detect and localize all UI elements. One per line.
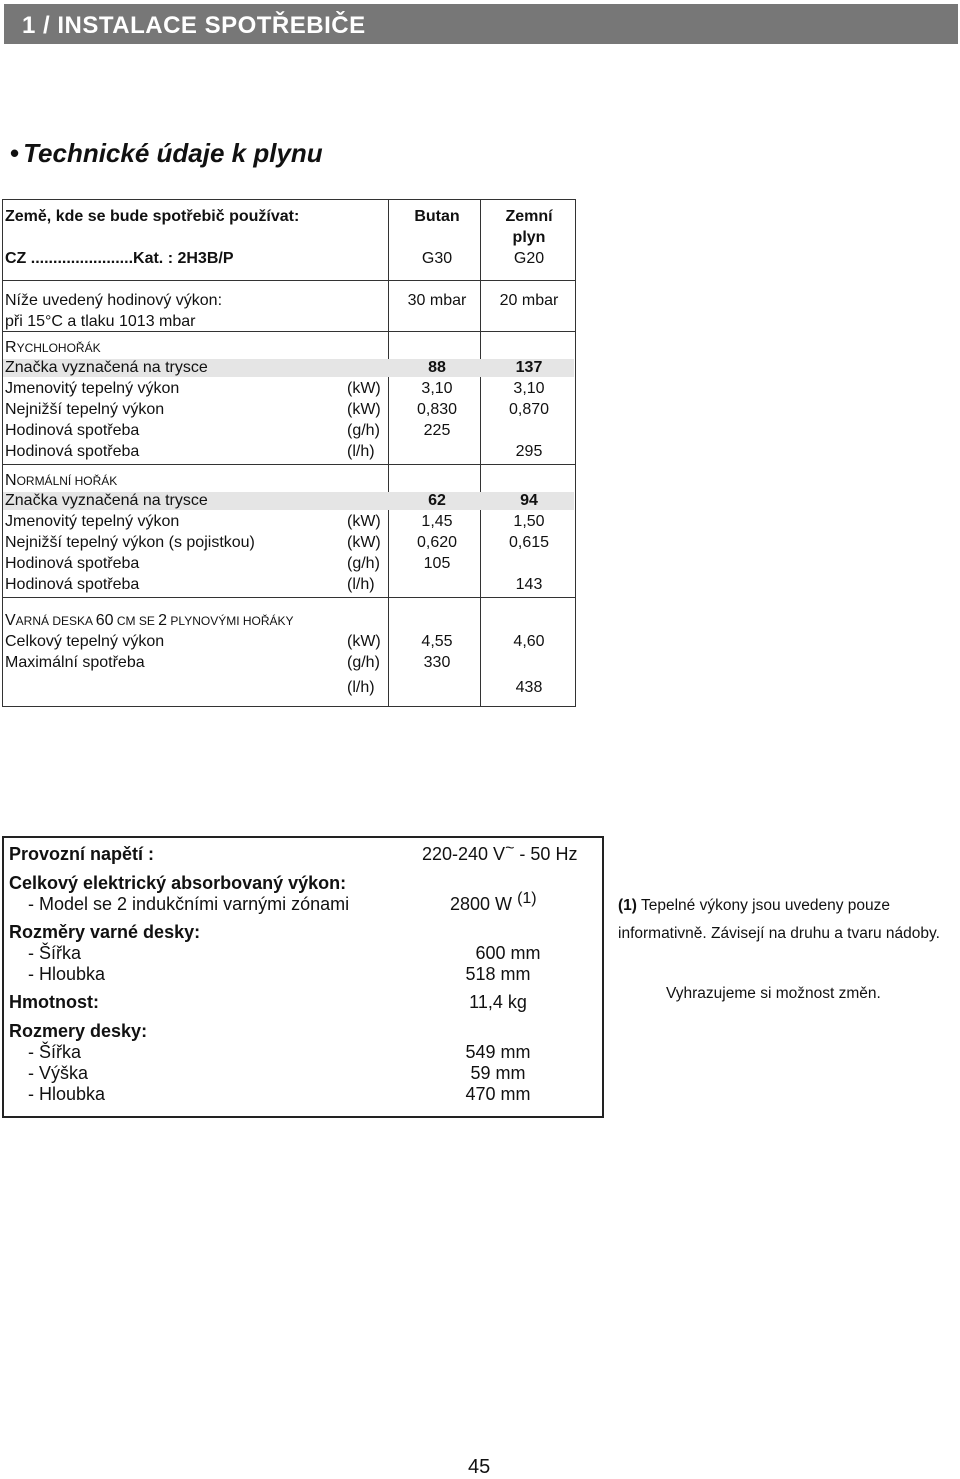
table-cell-zemni: 438 — [515, 679, 543, 696]
electrical-spec-box — [2, 836, 604, 1118]
table-rule — [3, 464, 575, 465]
power-condition-label: při 15°C a tlaku 1013 mbar — [5, 313, 196, 330]
section-header-title: 1 / INSTALACE SPOTŘEBIČE — [22, 12, 366, 39]
table-row-unit: (kW) — [347, 401, 381, 418]
table-divider — [388, 200, 389, 706]
table-cell-zemni: 137 — [515, 359, 543, 376]
pressure-zemni: 20 mbar — [499, 292, 559, 309]
table-cell-butan: 225 — [423, 422, 451, 439]
table-row-label: Nejnižší tepelný výkon — [5, 401, 165, 418]
normal-burner-title: NORMÁLNÍ HOŘÁK — [5, 472, 118, 489]
column-header-zemni: Zemní — [505, 208, 553, 225]
bullet-icon: • — [10, 138, 20, 168]
table-row-label: Maximální spotřeba — [5, 654, 145, 671]
model-value: 2800 W $^{(1)}$ — [450, 890, 537, 914]
table-row-label: Nejnižší tepelný výkon (s pojistkou) — [5, 534, 255, 551]
desk-height-label: - Výška — [28, 1063, 89, 1083]
desk-dimensions-label: Rozmery desky: — [9, 1021, 148, 1041]
table-cell-zemni: 295 — [515, 443, 543, 460]
width-label: - Šířka — [28, 943, 82, 963]
table-row-label: Jmenovitý tepelný výkon — [5, 380, 180, 397]
depth-label: - Hloubka — [28, 964, 106, 984]
country-label: Země, kde se bude spotřebič používat: — [5, 208, 300, 225]
table-cell-butan: 105 — [423, 555, 451, 572]
table-cell-butan: 0,620 — [416, 534, 458, 551]
gas-specs-heading-text: Technické údaje k plynu — [23, 138, 323, 168]
table-cell-zemni: 0,615 — [508, 534, 550, 551]
category-label: CZ .......................Kat. : 2H3B/P — [5, 250, 234, 267]
table-row-unit: (g/h) — [347, 555, 380, 572]
rapid-burner-title: RYCHLOHOŘÁK — [5, 339, 101, 356]
table-row-unit: (l/h) — [347, 576, 375, 593]
gas-code-zemni: G20 — [513, 250, 545, 267]
footnote — [618, 892, 958, 948]
column-header-butan: Butan — [414, 208, 460, 225]
table-cell-butan: 3,10 — [421, 380, 453, 397]
desk-depth-value: 470 mm — [465, 1084, 531, 1104]
table-cell-zemni: 3,10 — [513, 380, 545, 397]
table-row-unit: (kW) — [347, 534, 381, 551]
gas-code-butan: G30 — [421, 250, 453, 267]
table-row-unit: (l/h) — [347, 679, 375, 696]
table-row-unit: (g/h) — [347, 422, 380, 439]
model-label: - Model se 2 indukčními varnými zónami — [28, 894, 350, 914]
hob-dimensions-label: Rozměry varné desky: — [9, 922, 201, 942]
hob-title: VARNÁ DESKA 60 CM SE 2 PLYNOVÝMI HOŘÁKY — [5, 612, 294, 629]
table-row-label: Značka vyznačená na trysce — [5, 359, 208, 376]
table-row-label: Hodinová spotřeba — [5, 422, 140, 439]
table-row-label: Značka vyznačená na trysce — [5, 492, 208, 509]
table-cell-zemni: 0,870 — [508, 401, 550, 418]
gas-spec-table — [2, 199, 576, 707]
table-cell-zemni: 143 — [515, 576, 543, 593]
pressure-butan: 30 mbar — [407, 292, 467, 309]
table-row-unit: (kW) — [347, 633, 381, 650]
table-cell-butan: 88 — [428, 359, 446, 376]
power-label: Níže uvedený hodinový výkon: — [5, 292, 223, 309]
width-value: 600 mm — [475, 943, 541, 963]
table-row-label: Hodinová spotřeba — [5, 576, 140, 593]
table-row-label: Hodinová spotřeba — [5, 555, 140, 572]
reservation-note: Vyhrazujeme si možnost změn. — [666, 985, 881, 1002]
desk-width-value: 549 mm — [465, 1042, 531, 1062]
table-cell-zemni: 1,50 — [513, 513, 545, 530]
desk-depth-label: - Hloubka — [28, 1084, 106, 1104]
table-cell-butan: 1,45 — [421, 513, 453, 530]
column-header-zemni-2: plyn — [512, 229, 546, 246]
table-row-unit: (kW) — [347, 380, 381, 397]
table-row-label: Celkový tepelný výkon — [5, 633, 165, 650]
table-row-label: Jmenovitý tepelný výkon — [5, 513, 180, 530]
table-cell-zemni: 94 — [520, 492, 538, 509]
table-row-unit: (l/h) — [347, 443, 375, 460]
table-row-unit: (kW) — [347, 513, 381, 530]
footnote-marker: (1) — [618, 897, 637, 914]
depth-value: 518 mm — [465, 964, 531, 984]
table-rule — [3, 597, 575, 598]
weight-label: Hmotnost: — [9, 992, 99, 1012]
table-cell-butan: 4,55 — [421, 633, 453, 650]
table-row-label: Hodinová spotřeba — [5, 443, 140, 460]
weight-value: 11,4 kg — [469, 992, 527, 1012]
table-rule — [3, 331, 575, 332]
table-cell-zemni: 4,60 — [513, 633, 545, 650]
table-rule — [3, 280, 575, 281]
footnote-text: Tepelné výkony jsou uvedeny pouze informativně. Závisejí na druhu a tvaru nádoby. — [618, 897, 940, 942]
page-number: 45 — [468, 1456, 491, 1478]
table-cell-butan: 62 — [428, 492, 446, 509]
desk-height-value: 59 mm — [470, 1063, 526, 1083]
table-cell-butan: 0,830 — [416, 401, 458, 418]
gas-specs-heading — [10, 138, 323, 169]
table-cell-butan: 330 — [423, 654, 451, 671]
power-label: Celkový elektrický absorbovaný výkon: — [9, 873, 347, 893]
table-row-unit: (g/h) — [347, 654, 380, 671]
section-header-bar — [4, 4, 958, 44]
voltage-label: Provozní napětí : — [9, 844, 155, 864]
voltage-value: 220-240 V~ - 50 Hz — [422, 840, 578, 864]
desk-width-label: - Šířka — [28, 1042, 82, 1062]
